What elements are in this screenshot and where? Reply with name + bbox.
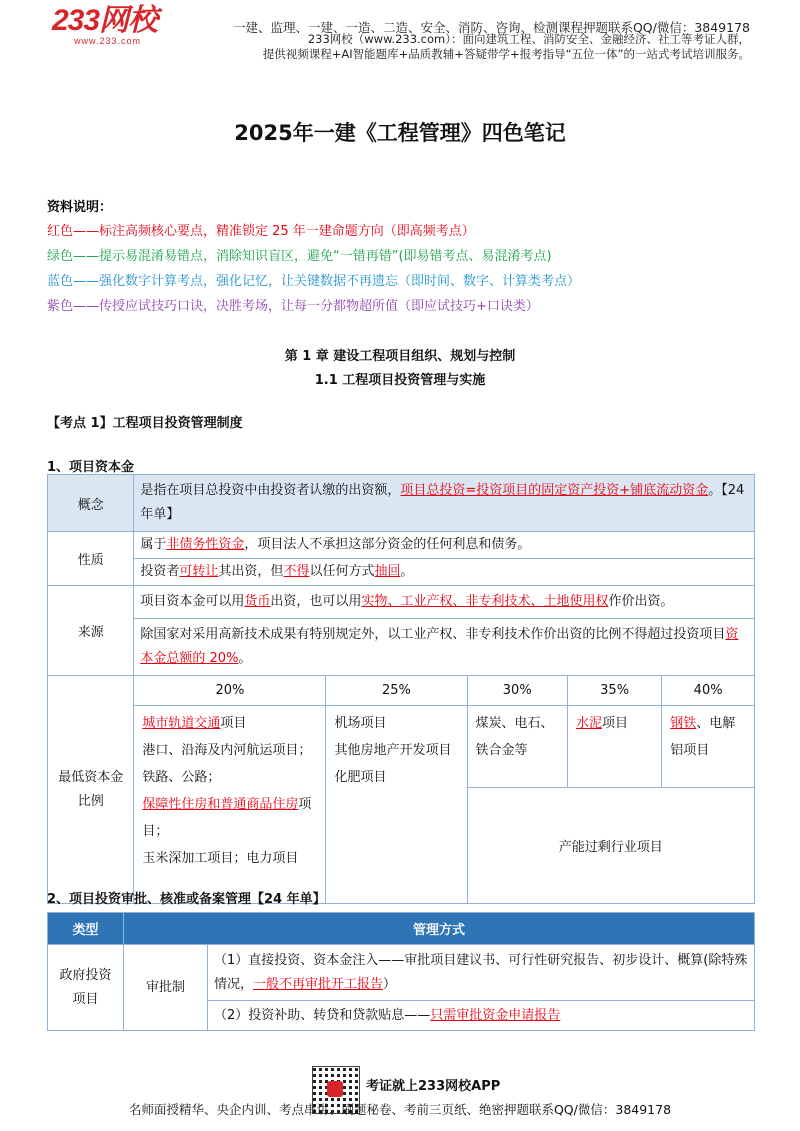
page-title: 2025年一建《工程管理》四色笔记	[234, 121, 566, 145]
row-label-min-ratio: 最低资本金比例	[48, 676, 134, 904]
subsection-2-title: 2、项目投资审批、核准或备案管理【24 年单】	[47, 892, 326, 907]
approval-system-cell: 审批制	[124, 945, 208, 1031]
legend-blue: 蓝色——强化数字计算考点，强化记忆，让关键数据不再遗忘（即时间、数字、计算类考点）	[47, 274, 581, 289]
source-key: 实物、工业产权、非专利技术、土地使用权	[361, 594, 609, 609]
kaodian-heading: 【考点 1】工程项目投资管理制度	[47, 416, 243, 431]
nature-cell-1	[134, 532, 755, 559]
ratio-20-cell	[134, 706, 326, 904]
overcapacity-cell: 产能过剩行业项目	[467, 788, 755, 904]
source-cell-1	[134, 586, 755, 619]
table-row	[48, 475, 755, 532]
table-row	[48, 706, 755, 788]
row-label-concept: 概念	[48, 475, 134, 532]
nature-text: 属于	[140, 537, 167, 552]
concept-text: 是指在项目总投资中由投资者认缴的出资额，	[140, 483, 401, 498]
key-text: 保障性住房和普通商品住房	[142, 797, 299, 812]
concept-cell	[134, 475, 755, 532]
table-row	[48, 676, 755, 706]
section-heading: 1.1 工程项目投资管理与实施	[314, 373, 486, 388]
item-text: 、电解铝项目	[670, 716, 736, 758]
pct-25: 25%	[326, 676, 467, 706]
logo	[52, 6, 166, 46]
concept-tag: 。【24 年单】	[140, 483, 745, 522]
pct-40: 40%	[662, 676, 755, 706]
mgmt-key: 只需审批资金申请报告	[430, 1007, 561, 1023]
key-text: 水泥	[575, 716, 602, 731]
list-item: 其他房地产开发项目	[334, 743, 452, 758]
nature-key: 抽回	[374, 564, 401, 579]
legend-purple: 紫色——传授应试技巧口诀，决胜考场，让每一分都物超所值（即应试技巧+口诀类）	[47, 299, 539, 314]
footer-contact: 名师面授精华、央企内训、考点串讲、刷题秘卷、考前三页纸、绝密押题联系QQ/微信：3849178	[128, 1102, 672, 1117]
ratio-40-cell	[662, 706, 755, 788]
row-label-source: 来源	[48, 586, 134, 676]
key-text: 城市轨道交通	[142, 716, 221, 731]
source-text: 。	[238, 651, 252, 666]
logo-text: 233网校	[52, 4, 158, 37]
table-row	[48, 532, 755, 559]
approval-table	[47, 912, 755, 1031]
footer-app-slogan: 考证就上233网校APP	[366, 1079, 501, 1094]
list-item: 机场项目	[334, 716, 387, 731]
app-logo-icon	[327, 1081, 343, 1097]
table-row	[48, 559, 755, 586]
source-text: 出资，也可以用	[270, 594, 362, 609]
legend-heading: 资料说明：	[47, 200, 113, 215]
item-text: 项目；	[142, 797, 312, 839]
mgmt-text: （2）投资补助、转贷和贷款贴息——	[214, 1007, 431, 1023]
col-header-mgmt: 管理方式	[124, 913, 755, 945]
item-text: 项目	[220, 716, 247, 731]
nature-text: 投资者	[140, 564, 180, 579]
legend-red: 红色——标注高频核心要点，精准锁定 25 年一建命题方向（即高频考点）	[47, 224, 475, 239]
table-header-row	[48, 913, 755, 945]
list-item: 铁路、公路；	[142, 770, 221, 785]
source-text: 项目资本金可以用	[140, 594, 245, 609]
nature-text: 以任何方式	[309, 564, 375, 579]
nature-cell-2	[134, 559, 755, 586]
row-label-nature: 性质	[48, 532, 134, 586]
source-text: 除国家对采用高新技术成果有特别规定外，以工业产权、非专利技术作价出资的比例不得超过投资项目	[140, 627, 726, 642]
header-intro-1: 233网校（www.233.com）：面向建筑工程、消防安全、金融经济、社工等考证人群，	[307, 32, 750, 46]
table-row	[48, 586, 755, 619]
subsection-1-title: 1、项目资本金	[47, 460, 135, 475]
table-row	[48, 619, 755, 676]
legend-green: 绿色——提示易混淆易错点，消除知识盲区，避免“一错再错”(即易错考点、易混淆考点)	[47, 249, 552, 264]
nature-key: 非债务性资金	[166, 537, 245, 552]
mgmt-row-1	[208, 945, 755, 1001]
key-text: 钢铁	[670, 716, 697, 731]
concept-formula: 项目总投资=投资项目的固定资产投资+铺底流动资金	[400, 483, 709, 498]
logo-url: www.233.com	[74, 36, 142, 46]
nature-text: 其出资，但	[218, 564, 284, 579]
list-item: 化肥项目	[334, 770, 387, 785]
gov-project-cell: 政府投资项目	[48, 945, 124, 1031]
ratio-25-cell	[326, 706, 467, 904]
source-key: 货币	[244, 594, 271, 609]
header-intro-2: 提供视频课程+AI智能题库+品质教辅+答疑带学+报考指导“五位一体”的一站式考试培训服务。	[262, 47, 750, 61]
ratio-30-cell: 煤炭、电石、铁合金等	[467, 706, 567, 788]
mgmt-text: ）	[383, 976, 397, 992]
mgmt-row-2	[208, 1001, 755, 1031]
header-contact: 一建、监理、一建、一造、二造、安全、消防、咨询、检测课程押题联系QQ/微信：3849178	[232, 20, 750, 35]
nature-text: ，项目法人不承担这部分资金的任何利息和债务。	[244, 537, 531, 552]
list-item	[142, 791, 317, 845]
capital-table	[47, 474, 755, 904]
nature-key: 可转让	[179, 564, 219, 579]
nature-key: 不得	[283, 564, 310, 579]
source-cell-2	[134, 619, 755, 676]
list-item	[142, 710, 317, 737]
nature-text: 。	[400, 564, 414, 579]
col-header-type: 类型	[48, 913, 124, 945]
list-item: 港口、沿海及内河航运项目；	[142, 743, 312, 758]
chapter-heading: 第 1 章 建设工程项目组织、规划与控制	[284, 349, 516, 364]
source-text: 作价出资。	[608, 594, 674, 609]
table-row	[48, 945, 755, 1001]
mgmt-text: （1）直接投资、资本金注入——审批项目建议书、可行性研究报告、初步设计、概算(除特殊情况，	[214, 952, 748, 992]
ratio-35-cell	[567, 706, 661, 788]
pct-20: 20%	[134, 676, 326, 706]
source-key: 资本金总额的 20%	[140, 627, 739, 666]
list-item: 玉米深加工项目；电力项目	[142, 851, 299, 866]
pct-35: 35%	[567, 676, 661, 706]
pct-30: 30%	[467, 676, 567, 706]
item-text: 项目	[601, 716, 628, 731]
mgmt-key: 一般不再审批开工报告	[253, 976, 384, 992]
